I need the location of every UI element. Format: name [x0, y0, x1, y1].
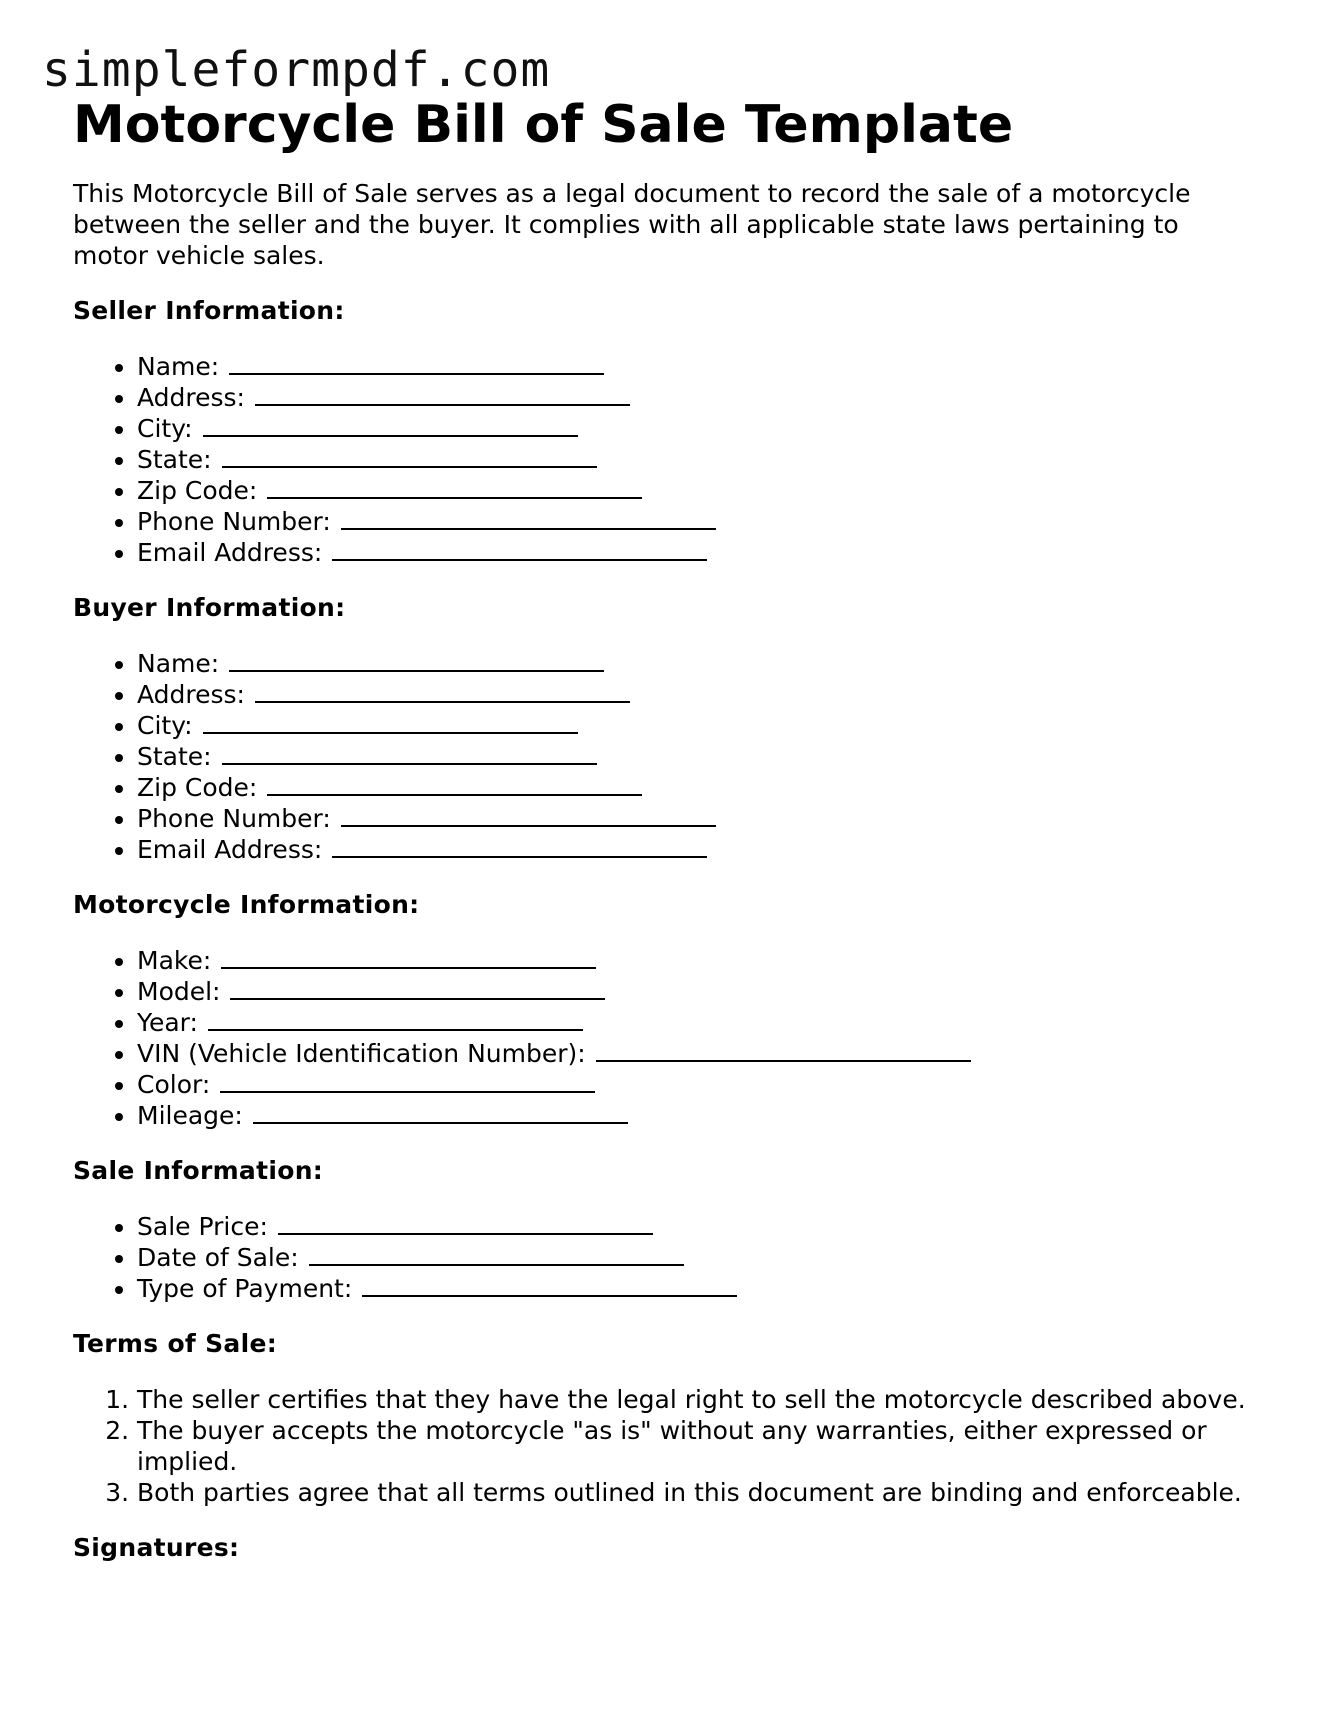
watermark: simpleformpdf.com: [42, 42, 551, 98]
field-label: Address:: [137, 680, 245, 709]
field-label: Phone Number:: [137, 507, 331, 536]
motorcycle-make-item: [137, 945, 1253, 976]
seller-state-item: [137, 444, 1253, 475]
buyer-address-blank[interactable]: [255, 679, 630, 703]
buyer-zip-blank[interactable]: [267, 772, 642, 796]
motorcycle-heading: Motorcycle Information:: [73, 890, 420, 919]
field-label: Year:: [137, 1008, 198, 1037]
seller-zip-item: [137, 475, 1253, 506]
seller-city-item: [137, 413, 1253, 444]
field-label: State:: [137, 445, 212, 474]
buyer-name-blank[interactable]: [229, 648, 604, 672]
buyer-city-item: [137, 710, 1253, 741]
motorcycle-color-blank[interactable]: [220, 1069, 595, 1093]
seller-state-blank[interactable]: [222, 444, 597, 468]
sale-heading: Sale Information:: [73, 1156, 324, 1185]
motorcycle-color-item: [137, 1069, 1253, 1100]
buyer-city-blank[interactable]: [203, 710, 578, 734]
buyer-phone-blank[interactable]: [341, 803, 716, 827]
field-label: Zip Code:: [137, 476, 258, 505]
field-label: Phone Number:: [137, 804, 331, 833]
buyer-zip-item: [137, 772, 1253, 803]
seller-city-blank[interactable]: [203, 413, 578, 437]
buyer-address-item: [137, 679, 1253, 710]
motorcycle-field-list: [73, 945, 1253, 1131]
buyer-email-blank[interactable]: [332, 834, 707, 858]
sale-date-blank[interactable]: [309, 1242, 684, 1266]
sale-field-list: [73, 1211, 1253, 1304]
sale-price-blank[interactable]: [278, 1211, 653, 1235]
field-label: State:: [137, 742, 212, 771]
field-label: Model:: [137, 977, 221, 1006]
seller-email-item: [137, 537, 1253, 568]
signatures-heading: Signatures:: [73, 1533, 240, 1562]
terms-item: 2. The buyer accepts the motorcycle "as is" without any warranties, either expressed or implied.: [137, 1415, 1247, 1477]
field-label: City:: [137, 414, 193, 443]
field-label: Make:: [137, 946, 212, 975]
motorcycle-mileage-blank[interactable]: [253, 1100, 628, 1124]
seller-zip-blank[interactable]: [267, 475, 642, 499]
seller-address-item: [137, 382, 1253, 413]
field-label: Email Address:: [137, 835, 323, 864]
motorcycle-model-blank[interactable]: [230, 976, 605, 1000]
motorcycle-vin-item: [137, 1038, 1253, 1069]
field-label: Zip Code:: [137, 773, 258, 802]
field-label: Email Address:: [137, 538, 323, 567]
seller-name-blank[interactable]: [229, 351, 604, 375]
terms-list: [73, 1384, 1253, 1508]
field-label: Name:: [137, 352, 220, 381]
seller-phone-item: [137, 506, 1253, 537]
sale-date-item: [137, 1242, 1253, 1273]
field-label: City:: [137, 711, 193, 740]
page-title: Motorcycle Bill of Sale Template: [73, 95, 1014, 155]
seller-email-blank[interactable]: [332, 537, 707, 561]
field-label: Name:: [137, 649, 220, 678]
motorcycle-model-item: [137, 976, 1253, 1007]
seller-phone-blank[interactable]: [341, 506, 716, 530]
buyer-name-item: [137, 648, 1253, 679]
buyer-state-blank[interactable]: [222, 741, 597, 765]
field-label: Type of Payment:: [137, 1274, 353, 1303]
motorcycle-year-blank[interactable]: [208, 1007, 583, 1031]
terms-item: 3. Both parties agree that all terms outlined in this document are binding and enforceable.: [137, 1477, 1247, 1508]
motorcycle-year-item: [137, 1007, 1253, 1038]
intro-paragraph: This Motorcycle Bill of Sale serves as a legal document to record the sale of a motorcycle between the seller and the buyer. It complies with all applicable state laws pertaining to motor vehicle sales.: [73, 179, 1191, 270]
field-label: Color:: [137, 1070, 211, 1099]
motorcycle-make-blank[interactable]: [221, 945, 596, 969]
sale-payment-type-blank[interactable]: [362, 1273, 737, 1297]
buyer-field-list: [73, 648, 1253, 865]
buyer-phone-item: [137, 803, 1253, 834]
field-label: Date of Sale:: [137, 1243, 299, 1272]
seller-field-list: [73, 351, 1253, 568]
buyer-state-item: [137, 741, 1253, 772]
document-page: [73, 92, 1253, 1564]
buyer-heading: Buyer Information:: [73, 593, 346, 622]
motorcycle-mileage-item: [137, 1100, 1253, 1131]
field-label: Mileage:: [137, 1101, 243, 1130]
sale-payment-type-item: [137, 1273, 1253, 1304]
seller-address-blank[interactable]: [255, 382, 630, 406]
seller-name-item: [137, 351, 1253, 382]
motorcycle-vin-blank[interactable]: [596, 1038, 971, 1062]
field-label: VIN (Vehicle Identification Number):: [137, 1039, 586, 1068]
field-label: Sale Price:: [137, 1212, 268, 1241]
field-label: Address:: [137, 383, 245, 412]
sale-price-item: [137, 1211, 1253, 1242]
buyer-email-item: [137, 834, 1253, 865]
terms-item: 1. The seller certifies that they have the legal right to sell the motorcycle described above.: [137, 1384, 1247, 1415]
terms-heading: Terms of Sale:: [73, 1329, 278, 1358]
seller-heading: Seller Information:: [73, 296, 345, 325]
